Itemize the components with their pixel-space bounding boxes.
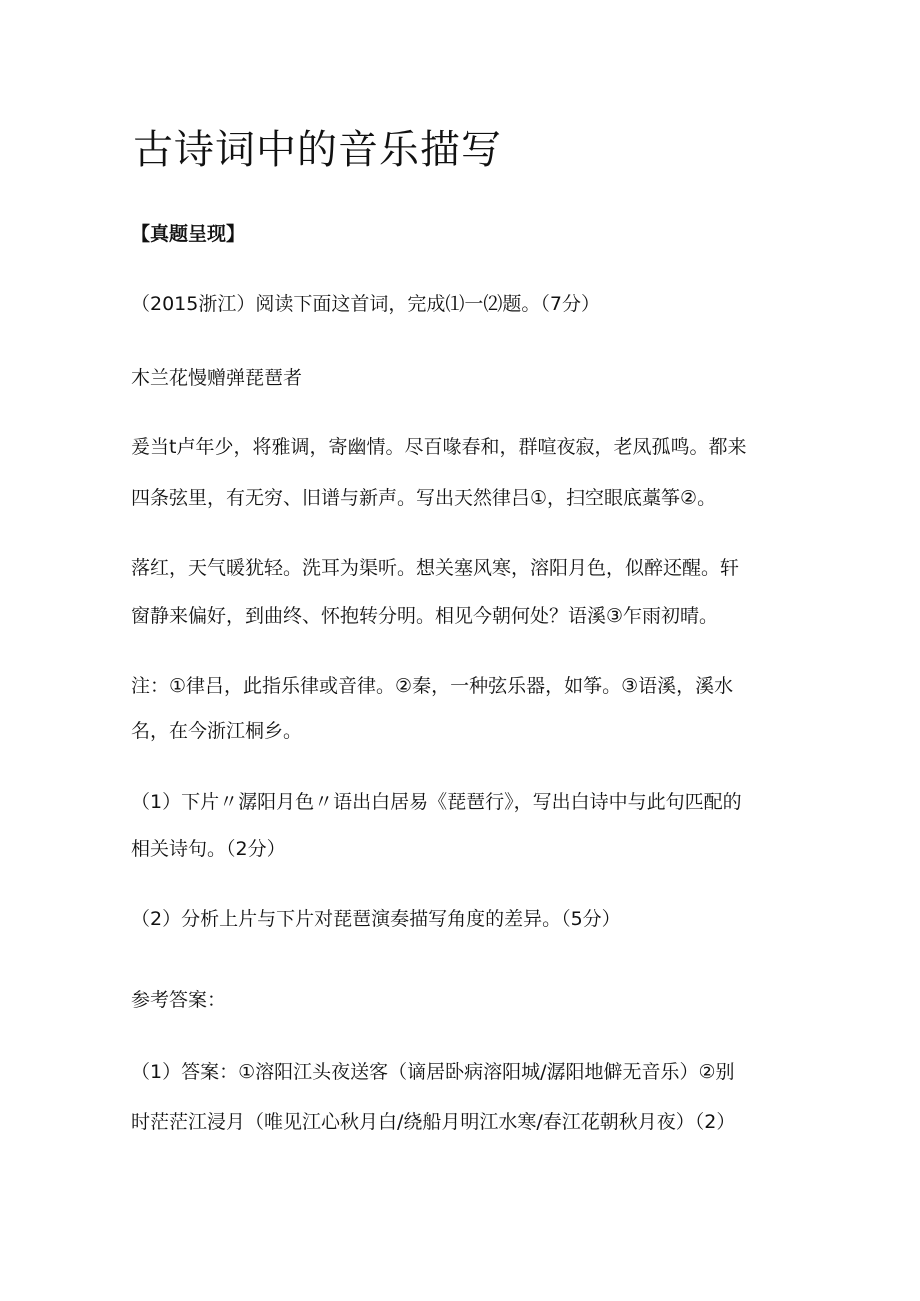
poem-stanza2-line-2: 窗静来偏好，到曲终、怀抱转分明。相见今朝何处？语溪③乍雨初晴。 bbox=[131, 605, 719, 627]
notes-line-2: 名，在今浙江桐乡。 bbox=[131, 720, 303, 742]
answer1-line-2: 时茫茫江浸月（唯见江心秋月白/绕船月明江水寒/春江花朝秋月夜）（2） bbox=[131, 1111, 736, 1133]
answer-heading: 参考答案： bbox=[131, 989, 227, 1011]
question-intro: （2015浙江）阅读下面这首词，完成⑴一⑵题。（7分） bbox=[131, 293, 600, 315]
question1-line-1: （1）下片〃潺阳月色〃语出白居易《琵琶行》，写出白诗中与此句匹配的 bbox=[131, 791, 742, 813]
poem-stanza2-line-1: 落红，天气暖犹轻。洗耳为渠听。想关塞风寒，溶阳月色，似醉还醒。轩 bbox=[131, 557, 740, 579]
poem-stanza1-line-2: 四条弦里，有无穷、旧谱与新声。写出天然律吕①，扫空眼底藁筝②。 bbox=[131, 487, 717, 509]
notes-line-1: 注：①律吕，此指乐律或音律。②秦，一种弦乐器，如筝。③语溪，溪水 bbox=[131, 675, 734, 697]
question1-line-2: 相关诗句。（2分） bbox=[131, 838, 286, 860]
poem-stanza1-line-1: 爰当t卢年少，将雅调，寄幽情。尽百喙春和，群喧夜寂，老凤孤鸣。都来 bbox=[131, 436, 747, 458]
poem-title: 木兰花慢赠弹琵琶者 bbox=[131, 367, 303, 389]
question2: （2）分析上片与下片对琵琶演奏描写角度的差异。（5分） bbox=[131, 908, 621, 930]
page-title: 古诗词中的音乐描写 bbox=[133, 127, 502, 173]
answer1-line-1: （1）答案：①溶阳江头夜送客（谪居卧病溶阳城/潺阳地僻无音乐）②别 bbox=[131, 1061, 735, 1083]
section-heading: 【真题呈现】 bbox=[131, 223, 246, 245]
